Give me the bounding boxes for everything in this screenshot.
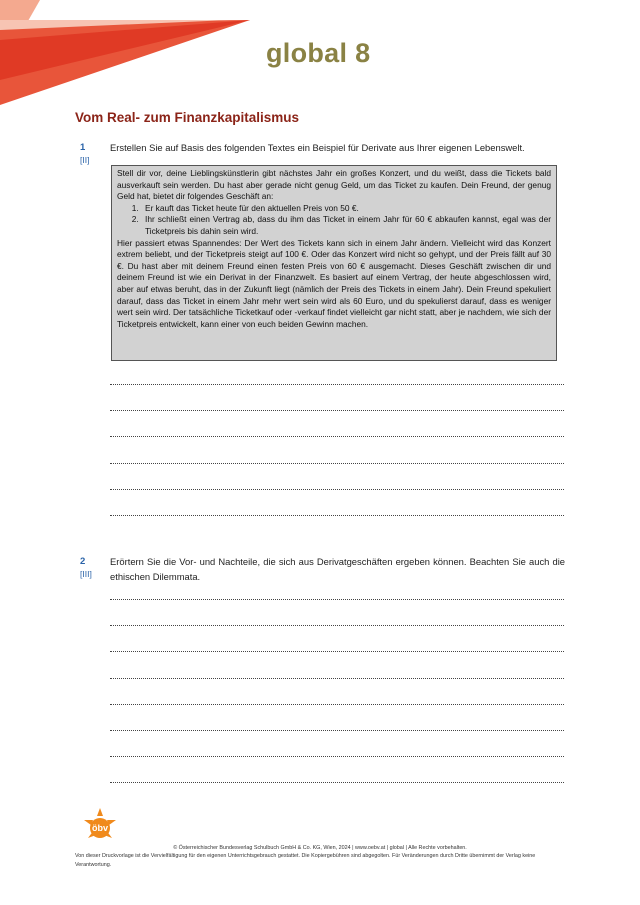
task-1-number: 1 [80,142,86,153]
reading-text-body: Hier passiert etwas Spannendes: Der Wert des Tickets kann sich in einem Jahr ändern. Vielleicht wird das Konzert extrem beliebt, und der Ticketpreis steigt auf 100 €. Oder das Konzert wird nicht so gehypt, und der Preis fällt auf 30 €. Du hast aber mit deinem Freund einen festen Preis von 60 € ausgemacht. Dieses Geschäft zwischen dir und deinem Freund ist wie ein Derivat in der Finanzwelt. Es basiert auf einem Vertrag, der heute abgeschlossen wird, aber auf etwas beruht, das in der Zukunft liegt (nämlich der Preis des Tickets in einem Jahr). Dein Freund spekuliert darauf, dass das Ticket in einem Jahr mehr wert sein wird als 60 Euro, und du spekulierst darauf, dass es weniger wert sein wird. Der tatsächliche Ticketkauf oder -verkauf findet vielleicht gar nicht statt, aber je nachdem, wie sich der Ticketpreis entwickelt, kann einer von euch beiden Gewinn machen. [117,237,551,329]
answer-line[interactable] [110,489,564,490]
answer-line[interactable] [110,515,564,516]
reading-text-intro: Stell dir vor, deine Lieblingskünstlerin gibt nächstes Jahr ein großes Konzert, und du weißt, dass die Tickets bald ausverkauft sein werden. Du hast aber gerade nicht genug Geld, um das Ticket zu kaufen. Dein Freund, der genug Geld hat, bietet dir folgendes Geschäft an: [117,168,551,202]
answer-line[interactable] [110,463,564,464]
task-2-instruction: Erörtern Sie die Vor- und Nachteile, die sich aus Derivatgeschäften ergeben können. Beachten Sie auch die ethischen Dilemmata. [110,556,565,582]
answer-line[interactable] [110,384,564,385]
reading-text-list-item: 2. Ihr schließt einen Vertrag ab, dass du ihm das Ticket in einem Jahr für 60 € abkaufen kannst, egal was der Ticketpreis bis dahin sein wird. [141,214,551,237]
footer-notice: Von dieser Druckvorlage ist die Vervielfältigung für den eigenen Unterrichtsgebrauch gestattet. Die Kopiergebühren sind abgegolten. Für Veränderungen durch Dritte übernimmt der Verlag keine Verantwortung. [75,853,536,868]
publisher-logo [84,808,116,844]
answer-line[interactable] [110,704,564,705]
header-corner-graphic [0,0,260,110]
brand-title: global 8 [266,38,371,68]
task-1-level: [II] [80,155,90,165]
publisher-logo-text: öbv [91,823,109,833]
answer-line[interactable] [110,625,564,626]
answer-line[interactable] [110,730,564,731]
reading-text-list-item: 1. Er kauft das Ticket heute für den aktuellen Preis von 50 €. [141,203,551,215]
answer-line[interactable] [110,756,564,757]
answer-line[interactable] [110,651,564,652]
answer-line[interactable] [110,599,564,600]
answer-line[interactable] [110,782,564,783]
reading-text-box [111,165,557,361]
answer-line[interactable] [110,410,564,411]
answer-line[interactable] [110,678,564,679]
answer-line[interactable] [110,436,564,437]
task-2-level: [III] [80,569,92,579]
task-1-instruction: Erstellen Sie auf Basis des folgenden Textes ein Beispiel für Derivate aus Ihrer eigenen Lebenswelt. [110,142,525,153]
section-title: Vom Real- zum Finanzkapitalismus [75,110,300,125]
footer-copyright: © Österreichischer Bundesverlag Schulbuch GmbH & Co. KG, Wien, 2024 | www.oebv.at | global | Alle Rechte vorbehalten. [173,845,467,851]
reading-text-list [117,203,551,238]
task-2-number: 2 [80,556,86,567]
